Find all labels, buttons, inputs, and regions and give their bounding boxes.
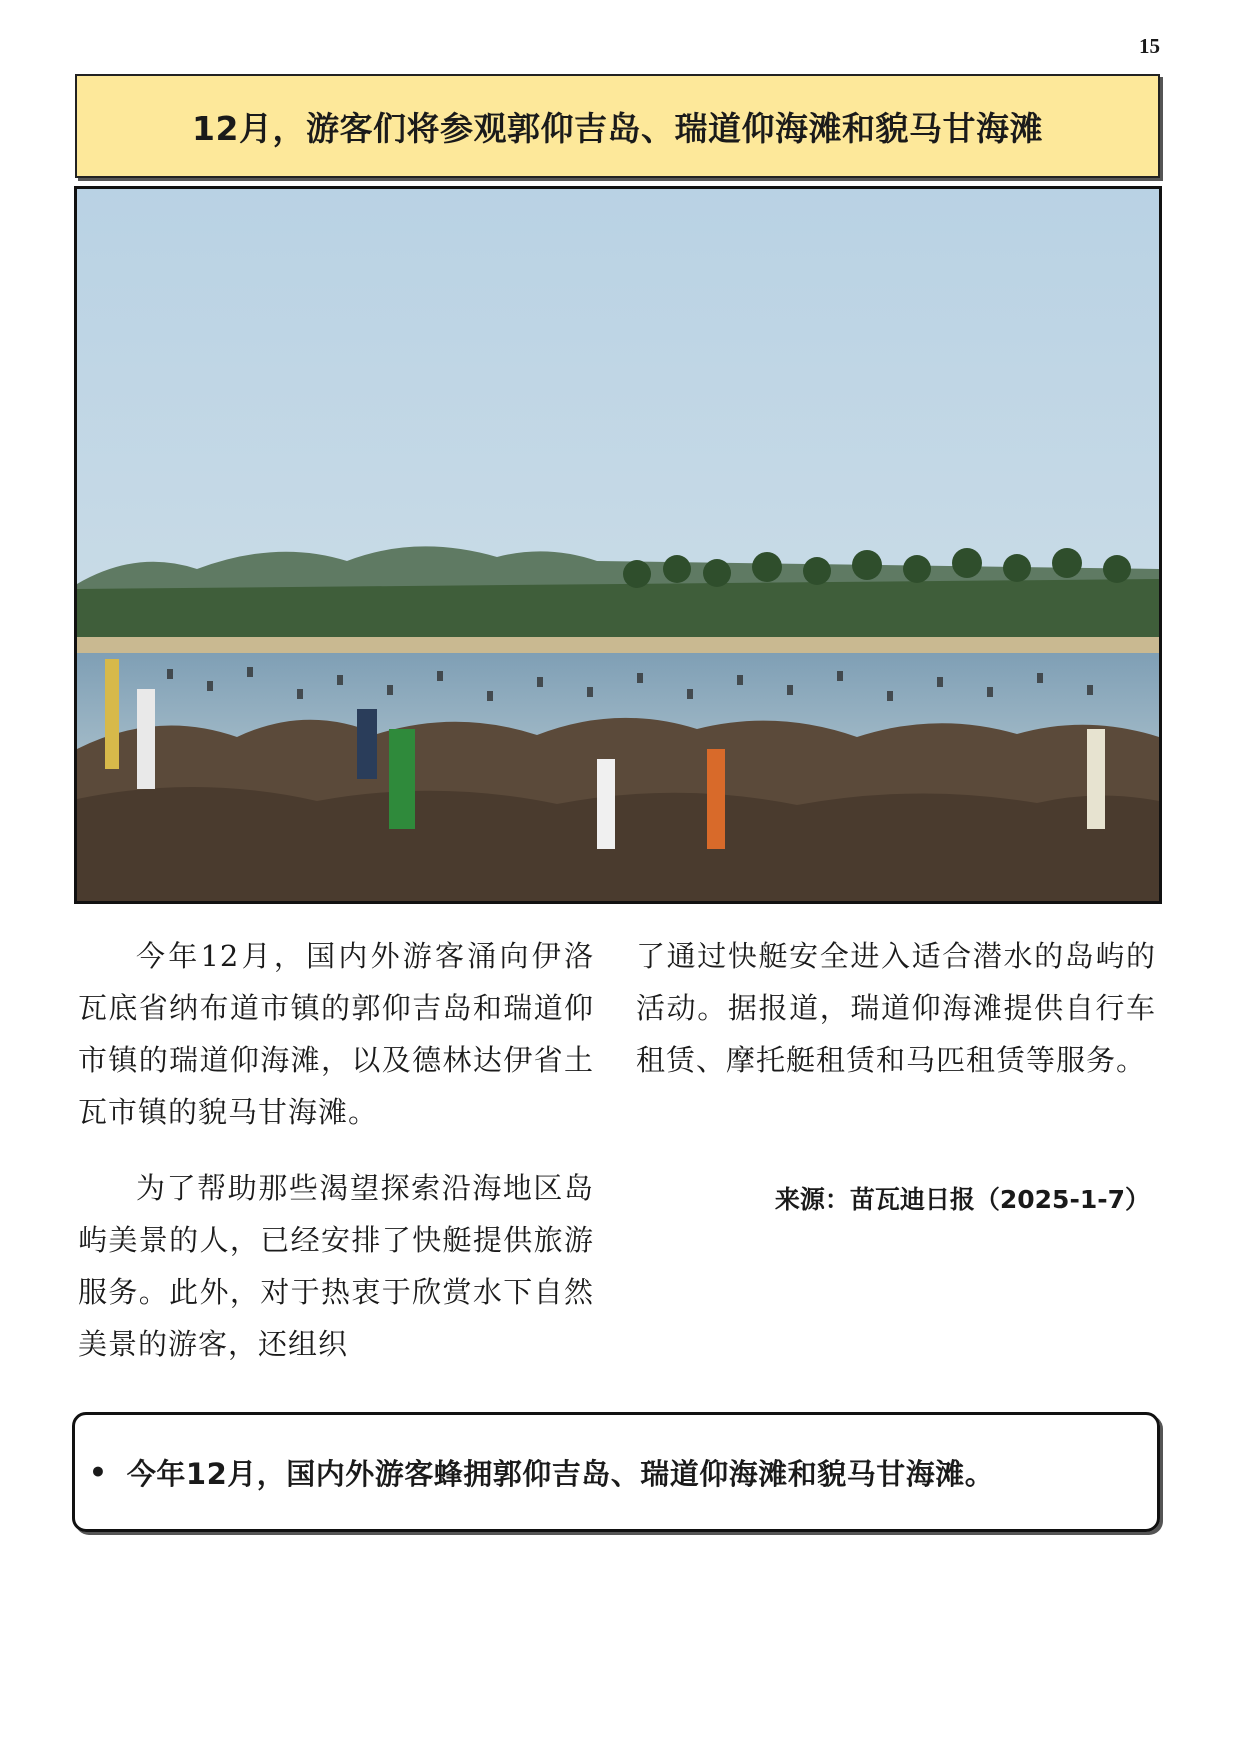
title-banner <box>75 74 1160 178</box>
article-right-column <box>636 930 1156 1086</box>
article-left-column <box>78 930 594 1370</box>
article-source: 来源：苗瓦迪日报（2025-1-7） <box>774 1185 1150 1214</box>
article-paragraph-1: 今年12月，国内外游客涌向伊洛瓦底省纳布道市镇的郭仰吉岛和瑞道仰市镇的瑞道仰海滩，以及德林达伊省土瓦市镇的貌马甘海滩。 <box>78 939 594 1129</box>
summary-box <box>72 1412 1160 1532</box>
article-paragraph-2: 为了帮助那些渴望探索沿海地区岛屿美景的人，已经安排了快艇提供旅游服务。此外，对于热衷于欣赏水下自然美景的游客，还组织 <box>78 1171 594 1361</box>
page-number: 15 <box>1139 34 1160 58</box>
beach-photo-illustration <box>77 189 1159 901</box>
beach-photo <box>74 186 1162 904</box>
summary-text: 今年12月，国内外游客蜂拥郭仰吉岛、瑞道仰海滩和貌马甘海滩。 <box>126 1456 995 1491</box>
bullet-icon: • <box>89 1455 107 1489</box>
article-paragraph-2-continued: 了通过快艇安全进入适合潜水的岛屿的活动。据报道，瑞道仰海滩提供自行车租赁、摩托艇租赁和马匹租赁等服务。 <box>636 939 1156 1077</box>
article-title: 12月，游客们将参观郭仰吉岛、瑞道仰海滩和貌马甘海滩 <box>192 108 1043 148</box>
